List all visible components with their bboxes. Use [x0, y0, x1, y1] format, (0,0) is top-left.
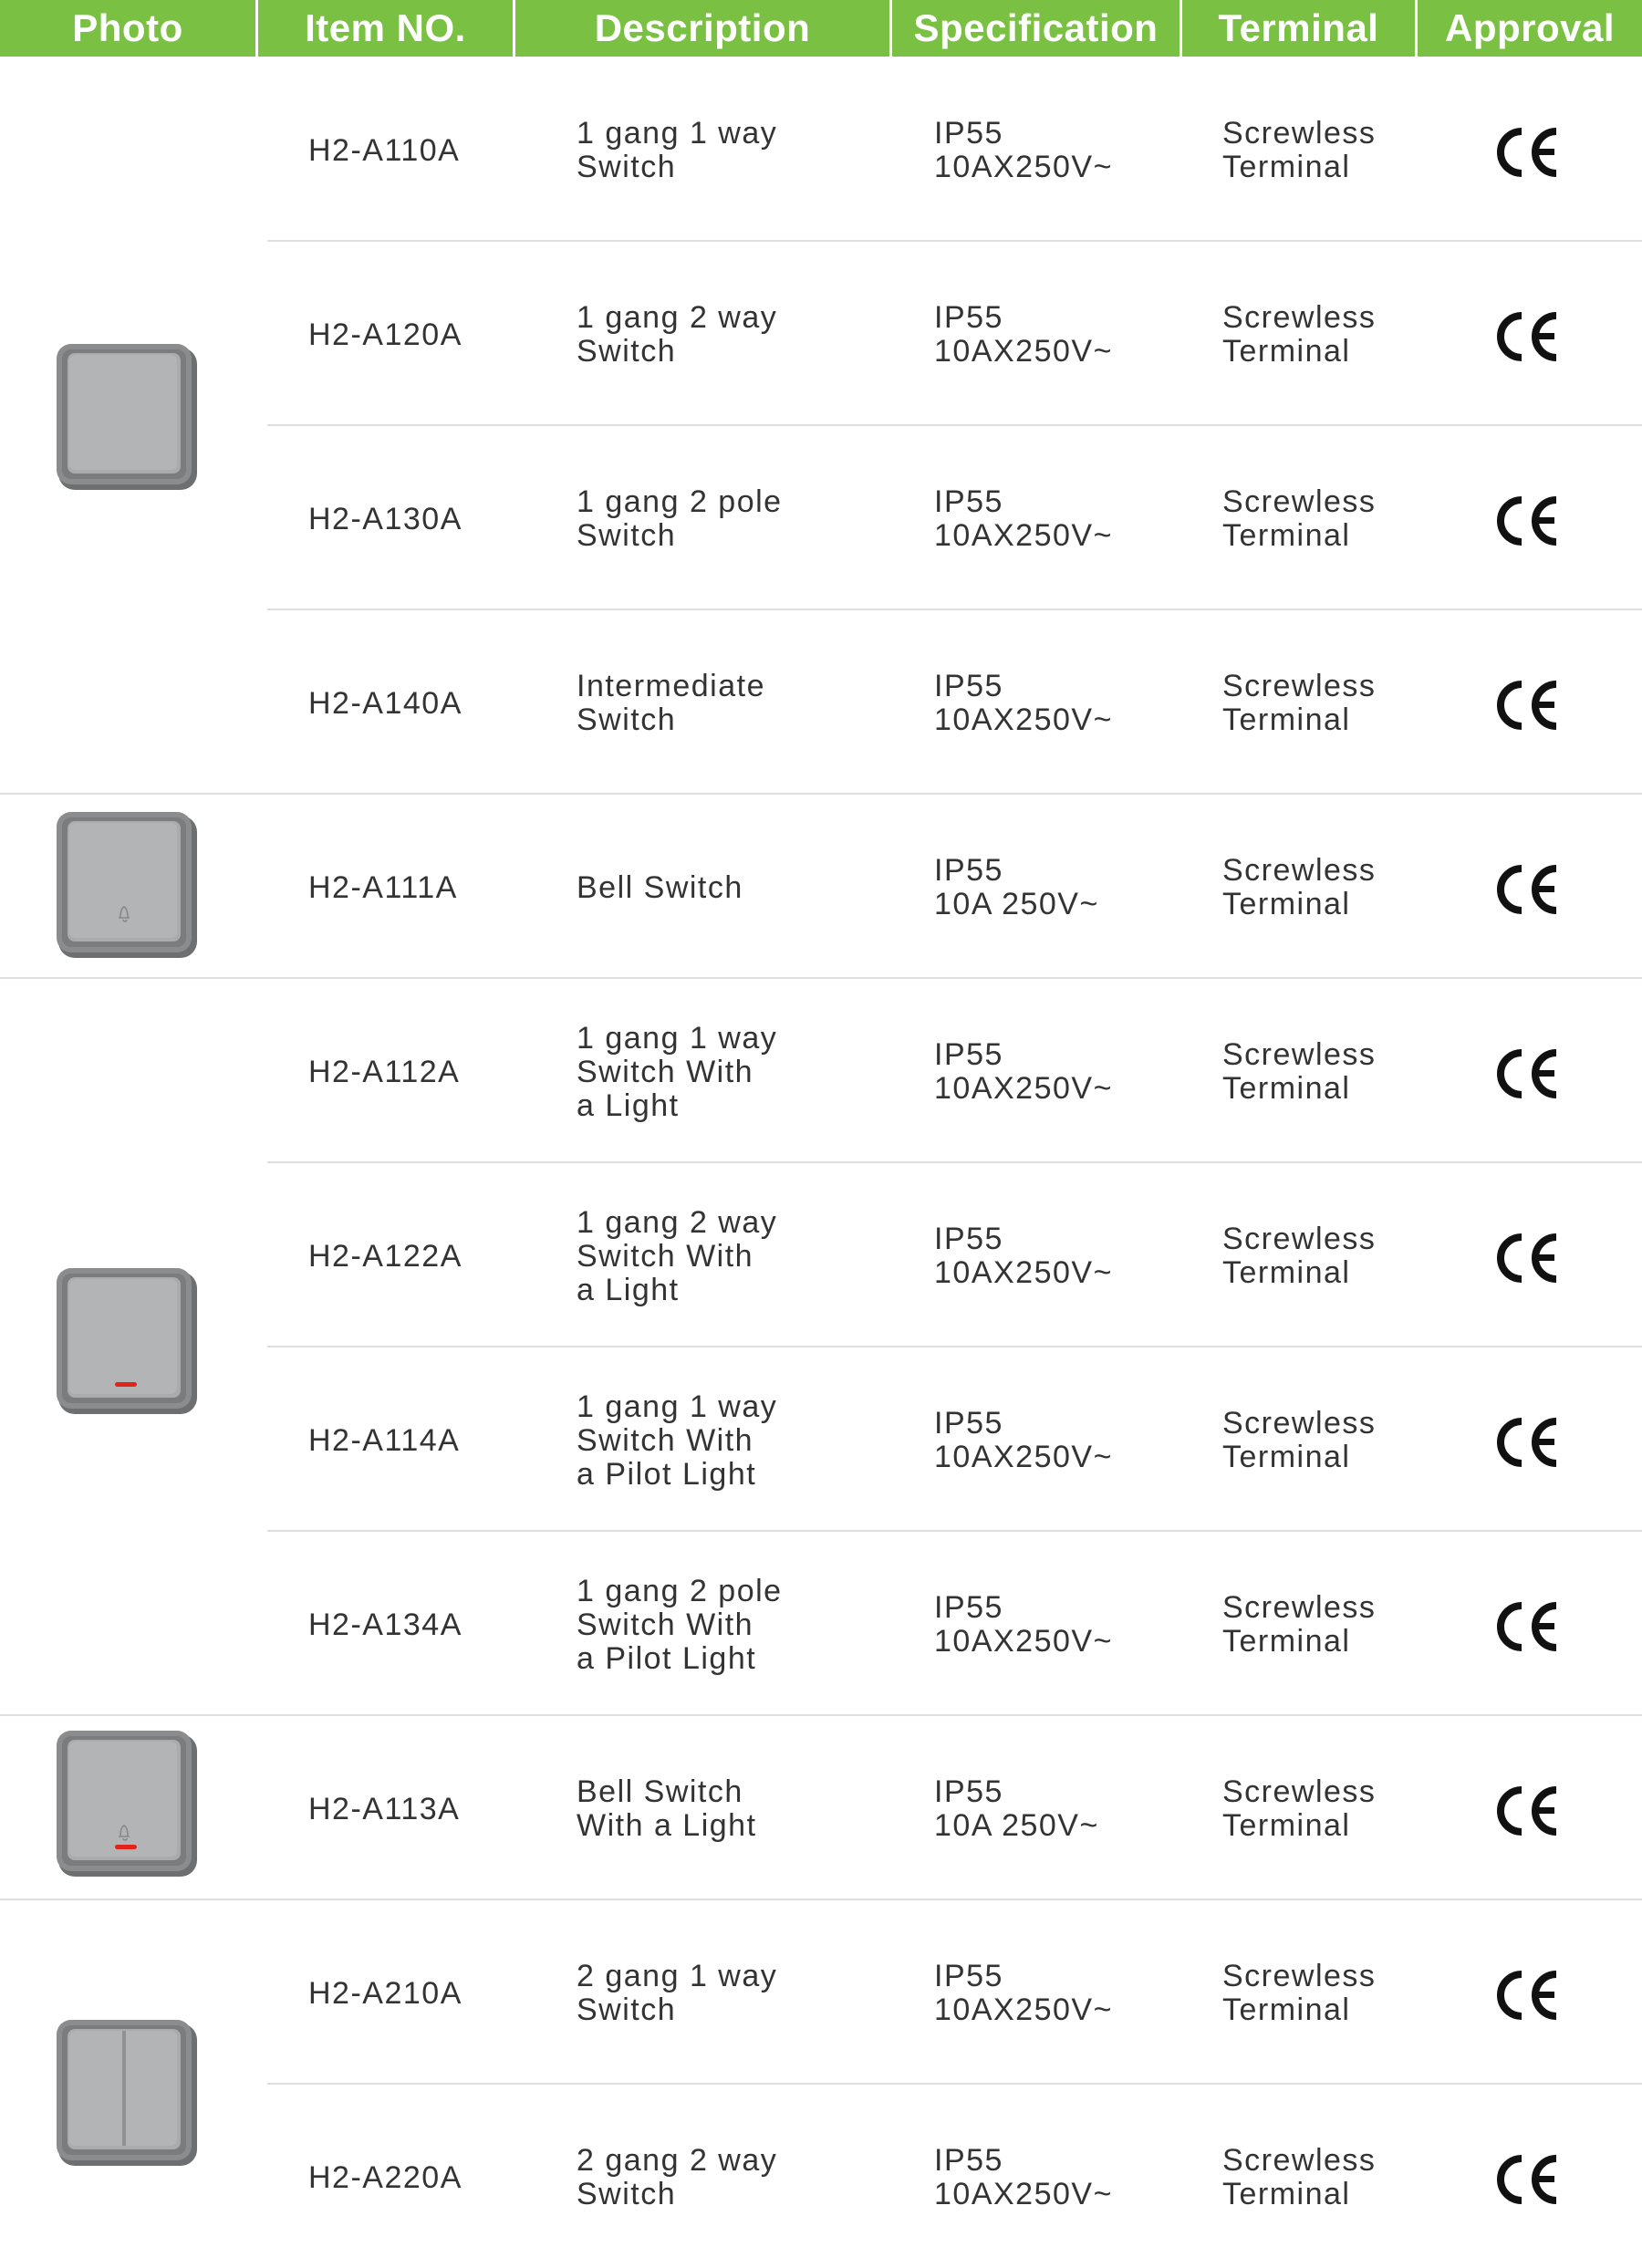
item-number: H2-A120A [308, 317, 462, 352]
description: 1 gang 2 pole Switch With a Pilot Light [577, 1573, 783, 1676]
specification: IP55 10AX250V~ [934, 1406, 1113, 1474]
table-row [0, 1162, 1642, 1347]
item-number: H2-A220A [308, 2159, 462, 2195]
ce-mark-icon [1494, 1417, 1564, 1468]
specification: IP55 10AX250V~ [934, 1959, 1113, 2027]
specification: IP55 10AX250V~ [934, 116, 1113, 184]
ce-mark-icon [1494, 311, 1564, 362]
row-divider [0, 977, 1642, 979]
item-number: H2-A114A [308, 1422, 461, 1458]
table-row [0, 57, 1642, 241]
terminal-type: Screwless Terminal [1222, 1590, 1377, 1659]
header-terminal: Terminal [1218, 6, 1379, 49]
specification: IP55 10AX250V~ [934, 484, 1113, 553]
table-row [0, 1715, 1642, 1899]
header-specification: Specification [913, 6, 1159, 49]
double-switch-icon [57, 2018, 199, 2168]
specification: IP55 10A 250V~ [934, 853, 1099, 921]
terminal-type: Screwless Terminal [1222, 1774, 1377, 1843]
description: 2 gang 1 way Switch [577, 1959, 778, 2027]
terminal-type: Screwless Terminal [1222, 853, 1377, 921]
terminal-type: Screwless Terminal [1222, 1959, 1377, 2027]
terminal-type: Screwless Terminal [1222, 1222, 1377, 1290]
bell-light-switch-icon [57, 1729, 199, 1878]
description: 1 gang 2 way Switch [577, 300, 778, 369]
description: Bell Switch With a Light [577, 1774, 757, 1843]
item-number: H2-A110A [308, 132, 461, 168]
table-row [0, 241, 1642, 425]
row-divider [0, 1714, 1642, 1716]
row-divider [267, 240, 1642, 242]
ce-mark-icon [1494, 1785, 1564, 1836]
item-number: H2-A122A [308, 1238, 462, 1274]
table-row [0, 609, 1642, 794]
ce-mark-icon [1494, 495, 1564, 546]
terminal-type: Screwless Terminal [1222, 669, 1377, 737]
row-divider [267, 1161, 1642, 1163]
terminal-type: Screwless Terminal [1222, 116, 1377, 184]
specification: IP55 10A 250V~ [934, 1774, 1099, 1843]
header-approval: Approval [1444, 6, 1616, 49]
description: 1 gang 1 way Switch With a Pilot Light [577, 1389, 778, 1492]
row-divider [267, 1346, 1642, 1347]
ce-mark-icon [1494, 1970, 1564, 2021]
row-divider [267, 2083, 1642, 2085]
specification: IP55 10AX250V~ [934, 1037, 1113, 1106]
description: 2 gang 2 way Switch [577, 2143, 778, 2211]
row-divider [267, 424, 1642, 426]
table-row [0, 1347, 1642, 1531]
table-row [0, 794, 1642, 978]
header-item-no: Item NO. [305, 6, 466, 49]
description: Bell Switch [577, 869, 743, 905]
ce-mark-icon [1494, 1233, 1564, 1284]
plain-switch-icon [57, 342, 199, 492]
item-number: H2-A112A [308, 1054, 461, 1089]
description: 1 gang 2 way Switch With a Light [577, 1204, 778, 1307]
table-row [0, 1899, 1642, 2084]
table-header [0, 0, 1642, 57]
item-number: H2-A210A [308, 1975, 462, 2011]
light-switch-icon [57, 1266, 199, 1416]
specification: IP55 10AX250V~ [934, 2143, 1113, 2211]
terminal-type: Screwless Terminal [1222, 1037, 1377, 1106]
specification: IP55 10AX250V~ [934, 669, 1113, 737]
bell-switch-icon [57, 810, 199, 960]
table-row [0, 1531, 1642, 1715]
row-divider [0, 793, 1642, 795]
table-row [0, 2084, 1642, 2268]
header-photo: Photo [72, 6, 183, 49]
table-row [0, 978, 1642, 1162]
ce-mark-icon [1494, 680, 1564, 731]
specification: IP55 10AX250V~ [934, 1222, 1113, 1290]
item-number: H2-A140A [308, 685, 462, 721]
description: 1 gang 1 way Switch With a Light [577, 1020, 778, 1123]
row-divider [267, 1530, 1642, 1532]
description: 1 gang 2 pole Switch [577, 484, 783, 553]
row-divider [0, 1899, 1642, 1900]
table-row [0, 425, 1642, 609]
ce-mark-icon [1494, 864, 1564, 915]
specification: IP55 10AX250V~ [934, 1590, 1113, 1659]
item-number: H2-A134A [308, 1607, 462, 1642]
item-number: H2-A111A [308, 869, 458, 905]
terminal-type: Screwless Terminal [1222, 484, 1377, 553]
row-divider [267, 609, 1642, 610]
terminal-type: Screwless Terminal [1222, 300, 1377, 369]
item-number: H2-A130A [308, 501, 462, 536]
header-description: Description [594, 6, 811, 49]
ce-mark-icon [1494, 1048, 1564, 1099]
ce-mark-icon [1494, 1601, 1564, 1652]
specification: IP55 10AX250V~ [934, 300, 1113, 369]
terminal-type: Screwless Terminal [1222, 2143, 1377, 2211]
terminal-type: Screwless Terminal [1222, 1406, 1377, 1474]
description: Intermediate Switch [577, 669, 765, 737]
ce-mark-icon [1494, 127, 1564, 178]
ce-mark-icon [1494, 2154, 1564, 2205]
item-number: H2-A113A [308, 1791, 461, 1826]
description: 1 gang 1 way Switch [577, 116, 778, 184]
